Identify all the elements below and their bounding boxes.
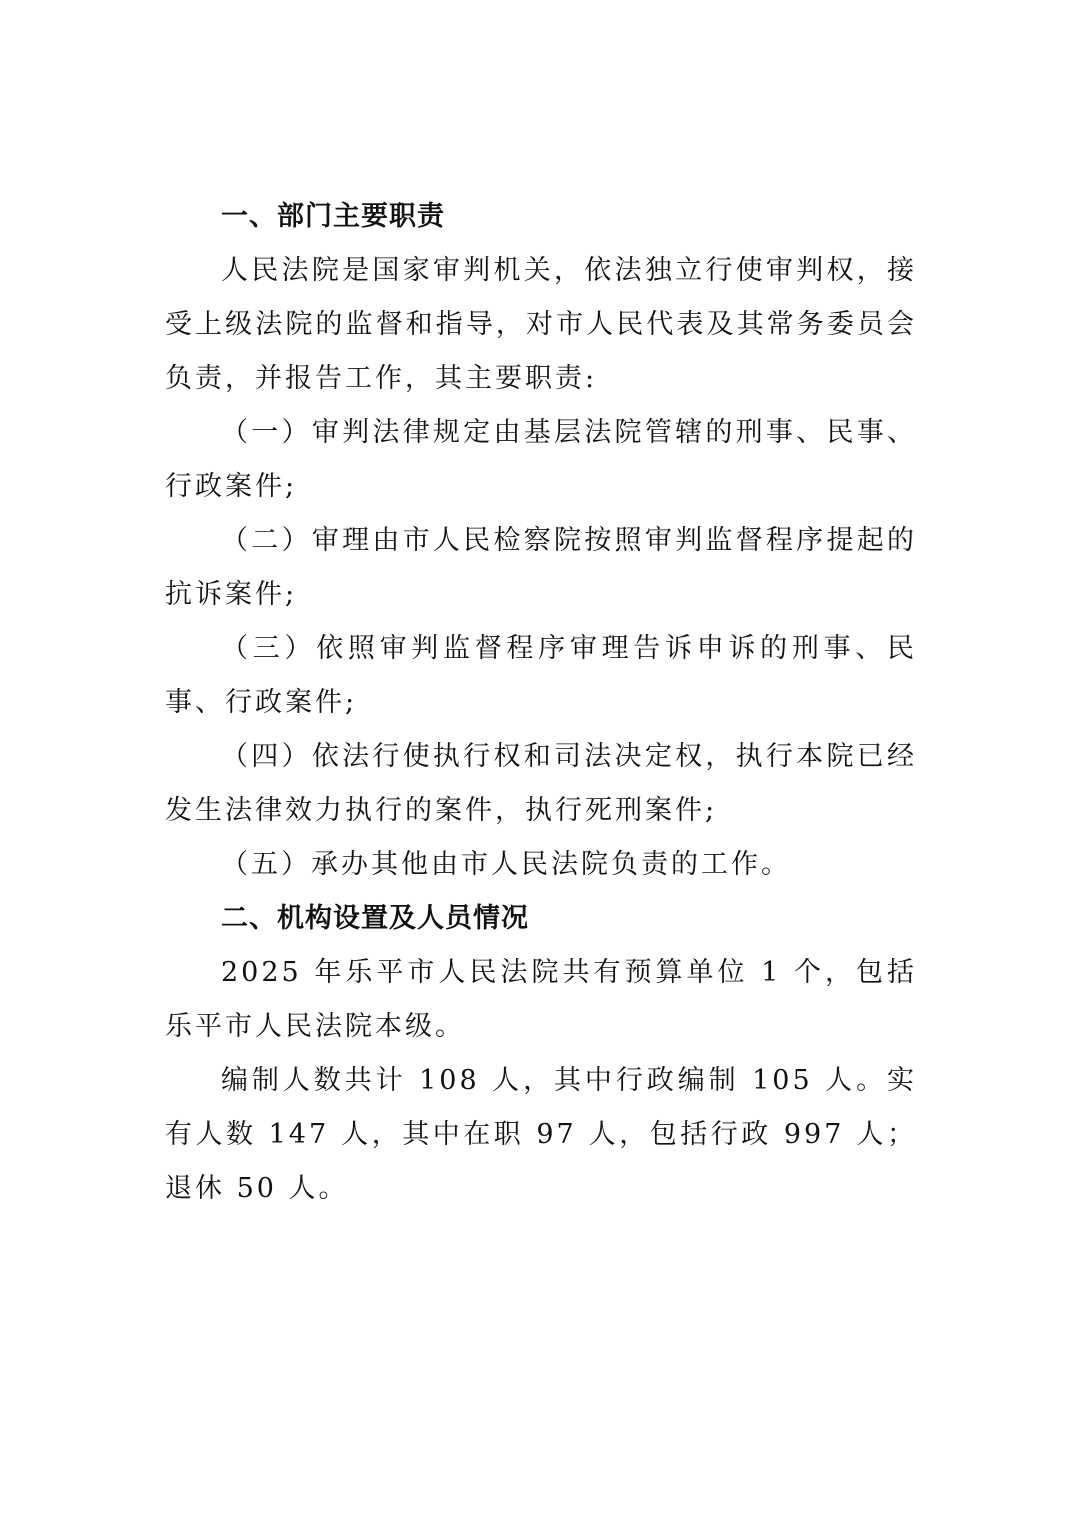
paragraph-duties-intro: 人民法院是国家审判机关，依法独立行使审判权，接受上级法院的监督和指导，对市人民代表及其常务委员会负责，并报告工作，其主要职责: bbox=[165, 255, 917, 394]
paragraph-budget-units: 2025 年乐平市人民法院共有预算单位 1 个，包括乐平市人民法院本级。 bbox=[165, 957, 917, 1042]
paragraph-duty-1: （一）审判法律规定由基层法院管辖的刑事、民事、行政案件; bbox=[165, 417, 917, 502]
paragraph-staffing: 编制人数共计 108 人，其中行政编制 105 人。实有人数 147 人，其中在职 97 人，包括行政 997 人；退休 50 人。 bbox=[165, 1065, 917, 1204]
section-heading-organization: 二、机构设置及人员情况 bbox=[221, 903, 529, 934]
section-heading-duties: 一、部门主要职责 bbox=[221, 201, 445, 232]
document-body bbox=[165, 190, 917, 1216]
paragraph-duty-5: （五）承办其他由市人民法院负责的工作。 bbox=[221, 849, 791, 880]
paragraph-duty-3: （三）依照审判监督程序审理告诉申诉的刑事、民事、行政案件; bbox=[165, 633, 917, 718]
paragraph-duty-4: （四）依法行使执行权和司法决定权，执行本院已经发生法律效力执行的案件，执行死刑案件; bbox=[165, 741, 917, 826]
paragraph-duty-2: （二）审理由市人民检察院按照审判监督程序提起的抗诉案件; bbox=[165, 525, 917, 610]
